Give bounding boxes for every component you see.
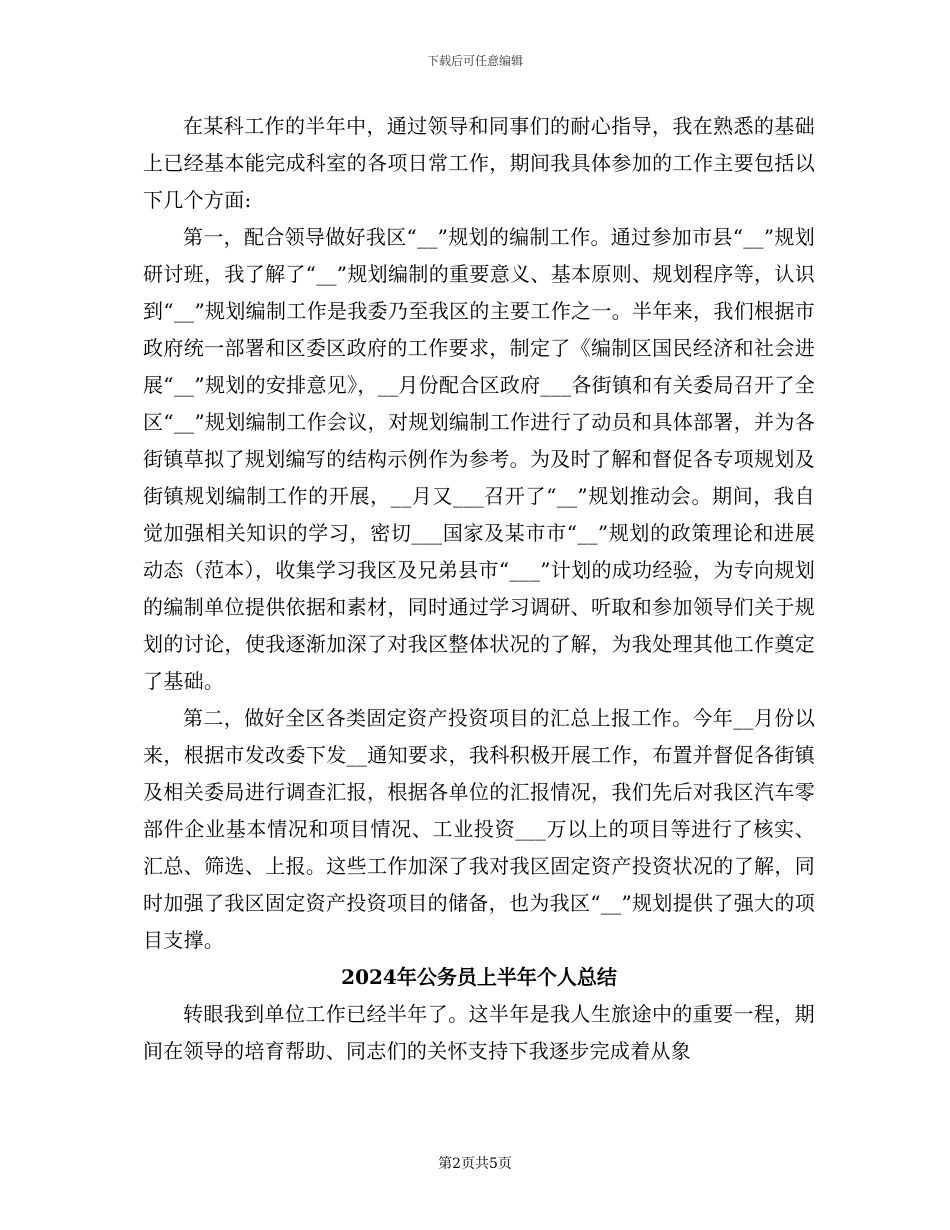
page-header-note: 下载后可任意编辑 bbox=[426, 54, 523, 68]
paragraph-summary-start: 转眼我到单位工作已经半年了。这半年是我人生旅途中的重要一程，期间在领导的培育帮助、同志们的关怀支持下我逐步完成着从象 bbox=[143, 1002, 815, 1063]
paragraph-second-item: 第二，做好全区各类固定资产投资项目的汇总上报工作。今年__月份以来，根据市发改委下发__通知要求，我科积极开展工作，布置并督促各街镇及相关委局进行调查汇报，根据各单位的汇报情况，我们先后对我区汽车零部件企业基本情况和项目情况、工业投资___万以上的项目等进行了核实、汇总、筛选、上报。这些工作加深了我对我区固定资产投资状况的了解，同时加强了我区固定资产投资项目的储备，也为我区“__”规划提供了强大的项目支撑。 bbox=[143, 706, 815, 952]
document-body bbox=[143, 108, 815, 1070]
page-number: 第2页共5页 bbox=[438, 1156, 512, 1172]
paragraph-first-item: 第一，配合领导做好我区“__”规划的编制工作。通过参加市县“__”规划研讨班，我了解了“__”规划编制的重要意义、基本原则、规划程序等，认识到“__”规划编制工作是我委乃至我区的主要工作之一。半年来，我们根据市政府统一部署和区委区政府的工作要求，制定了《编制区国民经济和社会进展“__”规划的安排意见》，__月份配合区政府___各街镇和有关委局召开了全区“__”规划编制工作会议，对规划编制工作进行了动员和具体部署，并为各街镇草拟了规划编写的结构示例作为参考。为及时了解和督促各专项规划及街镇规划编制工作的开展，__月又___召开了“__”规划推动会。期间，我自觉加强相关知识的学习，密切___国家及某市市“__”规划的政策理论和进展动态（范本），收集学习我区及兄弟县市“___”计划的成功经验，为专向规划的编制单位提供依据和素材，同时通过学习调研、听取和参加领导们关于规划的讨论，使我逐渐加深了对我区整体状况的了解，为我处理其他工作奠定了基础。 bbox=[143, 225, 815, 693]
section-title: 2024年公务员上半年个人总结 bbox=[341, 965, 617, 989]
paragraph-intro: 在某科工作的半年中，通过领导和同事们的耐心指导，我在熟悉的基础上已经基本能完成科室的各项日常工作，期间我具体参加的工作主要包括以下几个方面: bbox=[143, 114, 815, 212]
